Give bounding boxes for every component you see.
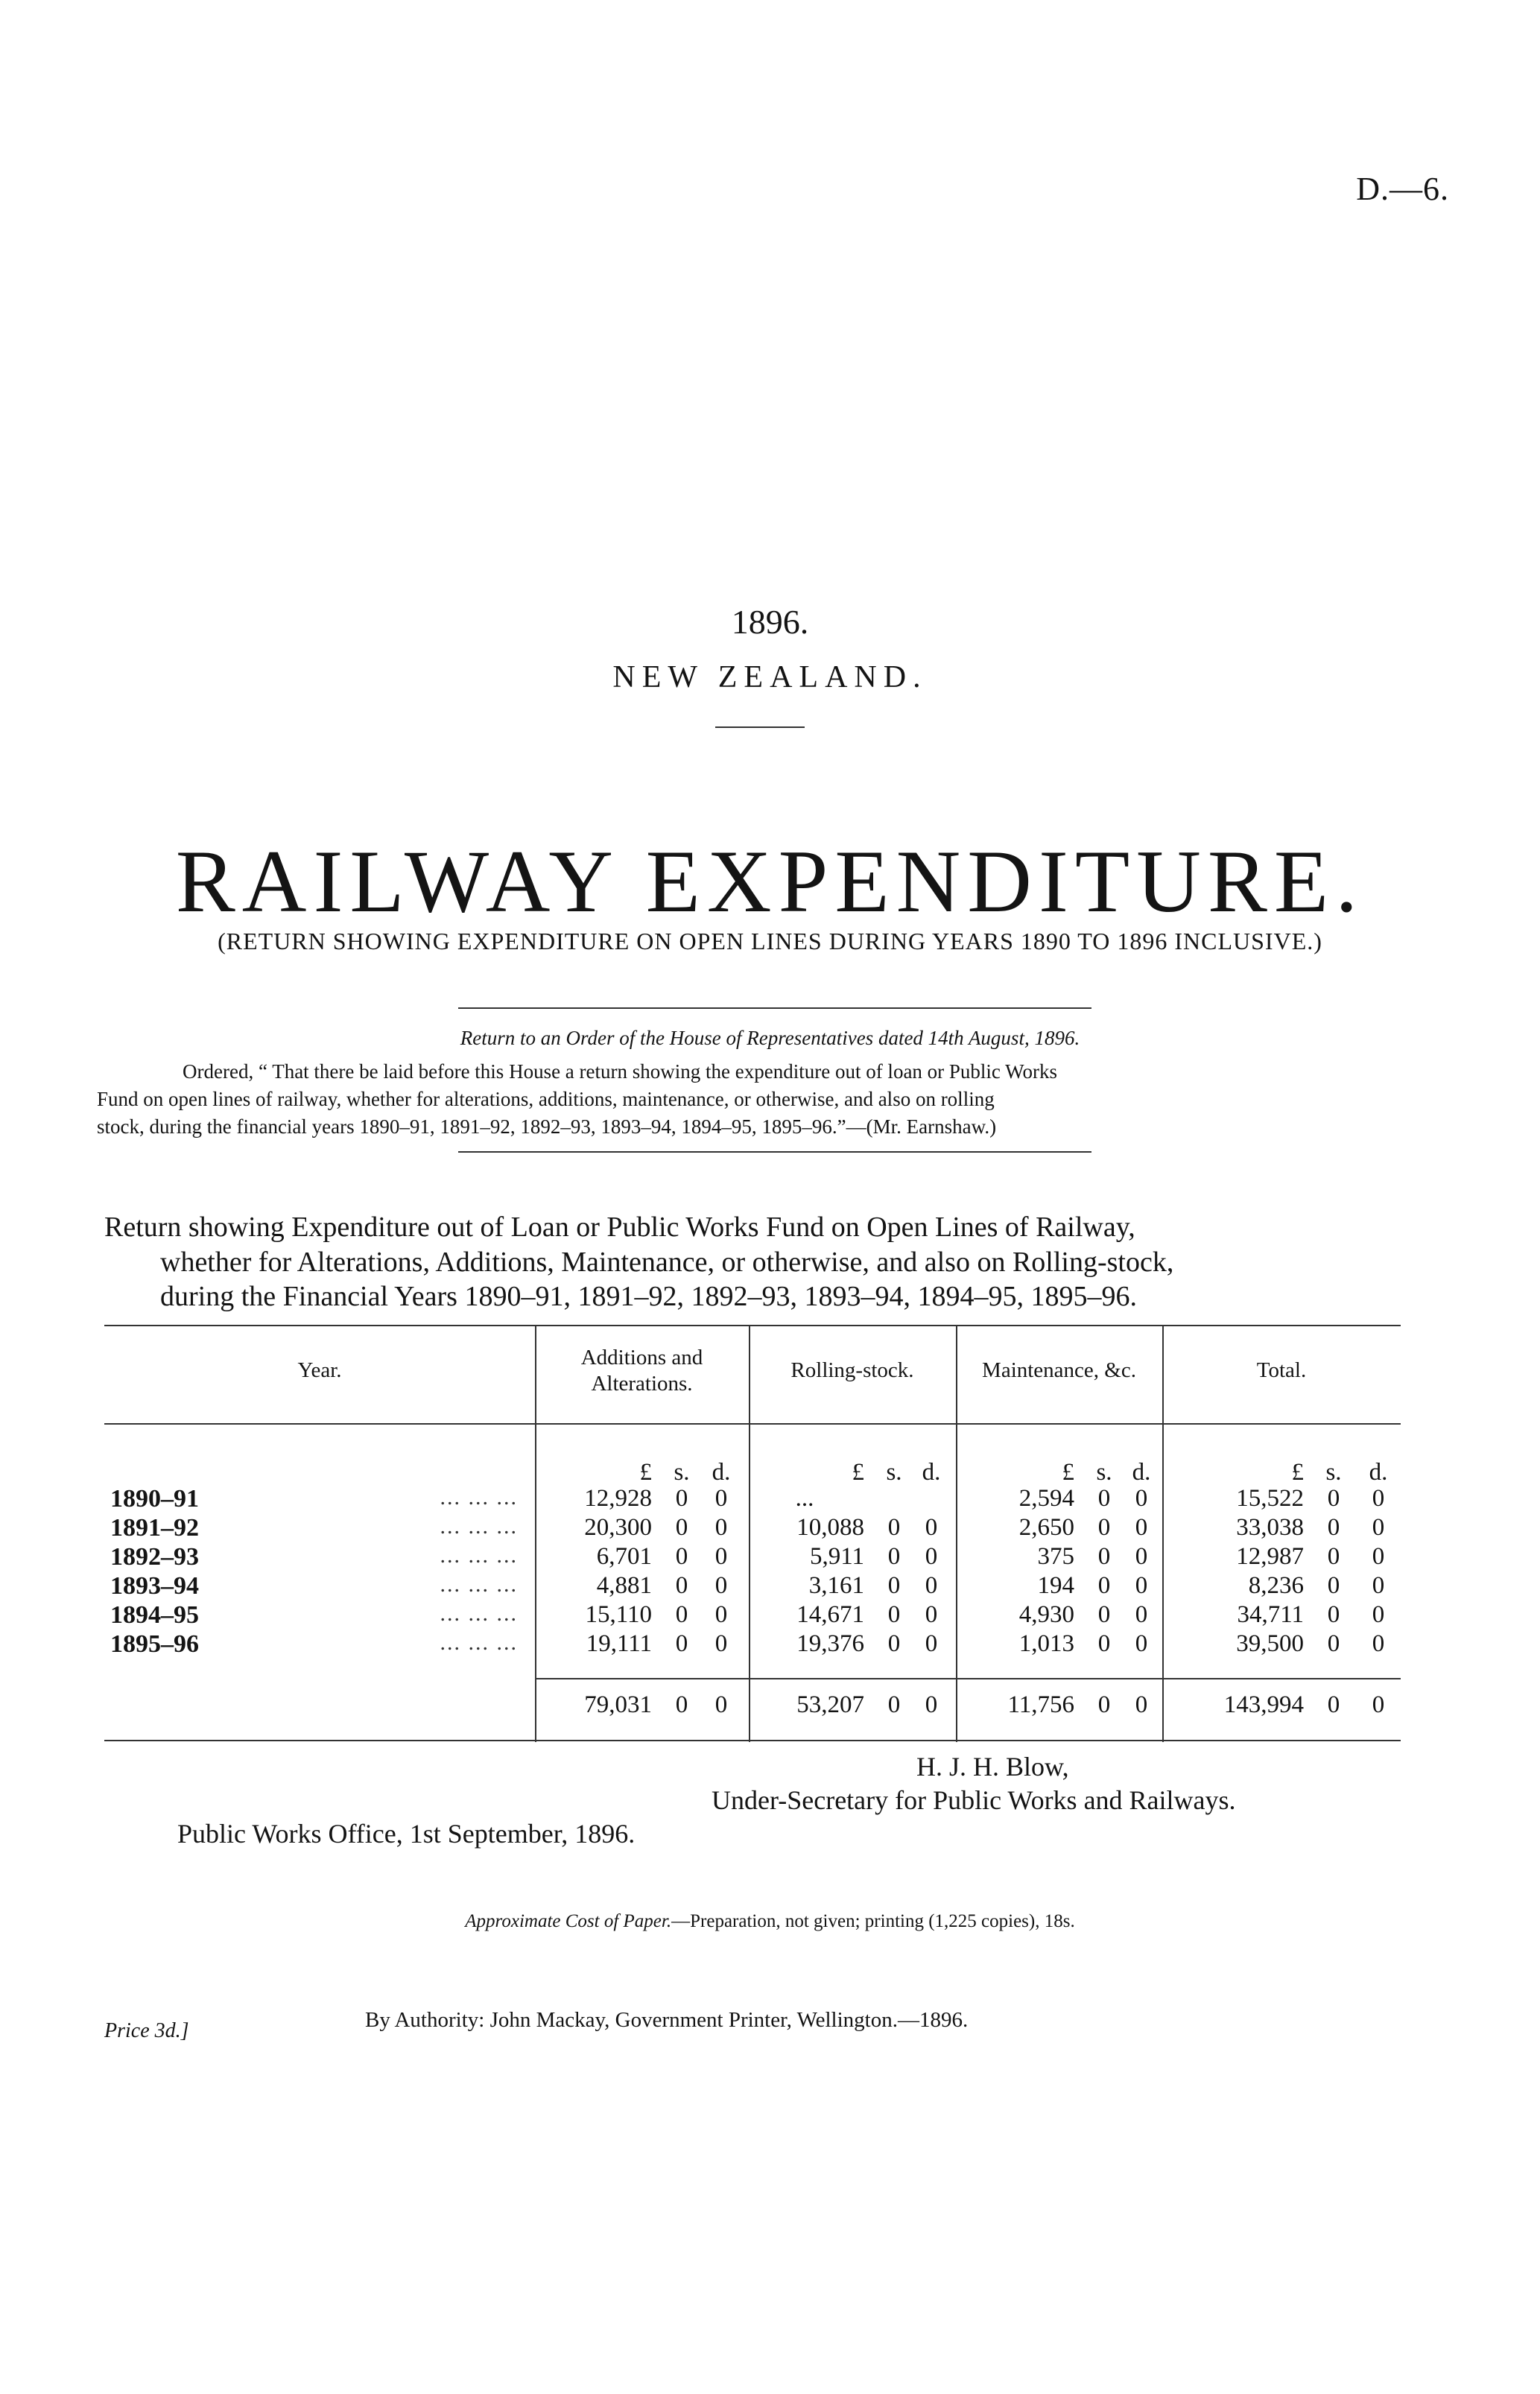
header-additions-line-2: Alterations. (591, 1372, 693, 1396)
place-date: Public Works Office, 1st September, 1896. (177, 1819, 636, 1849)
row-total-pence: 0 (1372, 1630, 1385, 1657)
unit-shillings: s. (674, 1459, 690, 1486)
row-roll-pence: 0 (925, 1630, 938, 1657)
unit-shillings: s. (1325, 1459, 1342, 1486)
row-add-shillings: 0 (675, 1485, 688, 1512)
row-roll-pence: 0 (925, 1543, 938, 1570)
row-total-pounds: 34,711 (1237, 1601, 1304, 1628)
order-heading: Return to an Order of the House of Representatives dated 14th August, 1896. (460, 1027, 1080, 1049)
row-roll-shillings: 0 (887, 1601, 901, 1628)
cost-of-paper (0, 1911, 1540, 1932)
row-roll-pounds: ... (795, 1485, 814, 1512)
document-subtitle: (RETURN SHOWING EXPENDITURE ON OPEN LINES DURING YEARS 1890 TO 1896 INCLUSIVE.) (218, 928, 1322, 954)
row-total-shillings: 0 (1327, 1630, 1340, 1657)
row-total-shillings: 0 (1327, 1601, 1340, 1628)
total-add-shillings: 0 (675, 1691, 688, 1718)
total-add-pounds: 79,031 (584, 1691, 652, 1718)
row-total-pence: 0 (1372, 1601, 1385, 1628)
unit-pound: £ (852, 1459, 864, 1486)
total-total-pence: 0 (1372, 1691, 1385, 1718)
row-year: 1890–91 (110, 1485, 199, 1513)
page-reference: D.—6. (1356, 171, 1449, 207)
row-maint-pence: 0 (1135, 1485, 1148, 1512)
divider-short (715, 726, 805, 728)
row-maint-pounds: 2,650 (1018, 1514, 1074, 1541)
row-total-pounds: 39,500 (1236, 1630, 1304, 1657)
row-roll-shillings: 0 (887, 1514, 901, 1541)
row-total-shillings: 0 (1327, 1543, 1340, 1570)
row-maint-shillings: 0 (1097, 1601, 1111, 1628)
row-dots: ... ... ... (440, 1630, 518, 1655)
row-maint-pounds: 375 (1037, 1543, 1074, 1570)
row-maint-pence: 0 (1135, 1630, 1148, 1657)
unit-pound: £ (1062, 1459, 1074, 1486)
row-total-pounds: 33,038 (1236, 1514, 1304, 1541)
order-text-line-2: Fund on open lines of railway, whether for alterations, additions, maintenance, or otherwise, and also on rolling (97, 1088, 995, 1110)
total-maint-pounds: 11,756 (1007, 1691, 1074, 1718)
unit-shillings: s. (1096, 1459, 1112, 1486)
row-roll-shillings: 0 (887, 1630, 901, 1657)
row-year: 1893–94 (110, 1572, 199, 1600)
column-divider-4 (1162, 1325, 1164, 1742)
row-roll-pounds: 14,671 (796, 1601, 864, 1628)
row-add-pence: 0 (714, 1601, 728, 1628)
document-year: 1896. (731, 603, 809, 641)
row-dots: ... ... ... (440, 1572, 518, 1597)
signatory-office: Under-Secretary for Public Works and Railways. (712, 1785, 1236, 1815)
row-roll-pence: 0 (925, 1514, 938, 1541)
header-total: Total. (1256, 1358, 1307, 1382)
total-roll-shillings: 0 (887, 1691, 901, 1718)
row-add-shillings: 0 (675, 1543, 688, 1570)
row-dots: ... ... ... (440, 1514, 518, 1539)
total-roll-pounds: 53,207 (796, 1691, 864, 1718)
order-text-line-1: Ordered, “ That there be laid before this House a return showing the expenditure out of loan or Public Works (183, 1060, 1057, 1083)
row-maint-pence: 0 (1135, 1543, 1148, 1570)
divider-order-top (458, 1007, 1091, 1009)
return-heading-line-3: during the Financial Years 1890–91, 1891–92, 1892–93, 1893–94, 1894–95, 1895–96. (160, 1281, 1137, 1312)
row-add-pounds: 20,300 (584, 1514, 652, 1541)
row-dots: ... ... ... (440, 1485, 518, 1510)
table-top-rule (104, 1325, 1401, 1326)
country-name: NEW ZEALAND. (612, 660, 928, 694)
row-total-pounds: 8,236 (1248, 1572, 1304, 1599)
header-rolling-stock: Rolling-stock. (790, 1358, 914, 1382)
row-year: 1891–92 (110, 1514, 199, 1542)
row-maint-pence: 0 (1135, 1601, 1148, 1628)
signatory-name: H. J. H. Blow, (916, 1752, 1069, 1782)
row-maint-shillings: 0 (1097, 1630, 1111, 1657)
row-maint-pence: 0 (1135, 1572, 1148, 1599)
printer-imprint: By Authority: John Mackay, Government Printer, Wellington.—1896. (365, 2008, 969, 2032)
row-roll-shillings: 0 (887, 1572, 901, 1599)
return-heading-line-2: whether for Alterations, Additions, Maintenance, or otherwise, and also on Rolling-stock, (160, 1247, 1174, 1278)
row-add-shillings: 0 (675, 1630, 688, 1657)
unit-pound: £ (1291, 1459, 1304, 1486)
header-additions-line-1: Additions and (580, 1346, 703, 1369)
order-text-line-3: stock, during the financial years 1890–91, 1891–92, 1892–93, 1893–94, 1894–95, 1895–96.”—(Mr. Earnshaw.) (97, 1115, 997, 1138)
row-total-pence: 0 (1372, 1572, 1385, 1599)
row-total-pounds: 15,522 (1236, 1485, 1304, 1512)
row-maint-shillings: 0 (1097, 1514, 1111, 1541)
header-maintenance: Maintenance, &c. (982, 1358, 1136, 1382)
row-maint-shillings: 0 (1097, 1485, 1111, 1512)
row-add-pounds: 19,111 (586, 1630, 652, 1657)
row-add-pence: 0 (714, 1630, 728, 1657)
total-total-shillings: 0 (1327, 1691, 1340, 1718)
row-add-pounds: 4,881 (596, 1572, 652, 1599)
row-dots: ... ... ... (440, 1601, 518, 1626)
row-add-pence: 0 (714, 1514, 728, 1541)
row-add-pounds: 15,110 (585, 1601, 652, 1628)
row-year: 1892–93 (110, 1543, 199, 1571)
total-total-pounds: 143,994 (1223, 1691, 1304, 1718)
row-maint-pounds: 1,013 (1018, 1630, 1074, 1657)
row-add-shillings: 0 (675, 1572, 688, 1599)
total-maint-shillings: 0 (1097, 1691, 1111, 1718)
unit-pound: £ (639, 1459, 652, 1486)
row-year: 1894–95 (110, 1601, 199, 1629)
row-add-pence: 0 (714, 1572, 728, 1599)
total-maint-pence: 0 (1135, 1691, 1148, 1718)
total-roll-pence: 0 (925, 1691, 938, 1718)
cost-text: —Preparation, not given; printing (1,225 copies), 18s. (671, 1911, 1075, 1931)
row-roll-pounds: 5,911 (809, 1543, 864, 1570)
row-roll-pence: 0 (925, 1572, 938, 1599)
unit-pence: d. (1369, 1459, 1388, 1486)
divider-order-bottom (458, 1151, 1091, 1153)
row-total-pence: 0 (1372, 1543, 1385, 1570)
row-add-shillings: 0 (675, 1514, 688, 1541)
row-maint-shillings: 0 (1097, 1543, 1111, 1570)
price: Price 3d.] (104, 2019, 189, 2042)
row-maint-shillings: 0 (1097, 1572, 1111, 1599)
row-maint-pounds: 194 (1037, 1572, 1074, 1599)
row-year: 1895–96 (110, 1630, 199, 1658)
row-maint-pounds: 2,594 (1018, 1485, 1074, 1512)
row-total-shillings: 0 (1327, 1514, 1340, 1541)
row-roll-pounds: 19,376 (796, 1630, 864, 1657)
row-add-pounds: 12,928 (584, 1485, 652, 1512)
row-roll-pounds: 10,088 (796, 1514, 864, 1541)
row-roll-pence: 0 (925, 1601, 938, 1628)
row-total-shillings: 0 (1327, 1485, 1340, 1512)
row-add-pounds: 6,701 (596, 1543, 652, 1570)
row-dots: ... ... ... (440, 1543, 518, 1568)
row-total-pence: 0 (1372, 1485, 1385, 1512)
row-maint-pounds: 4,930 (1018, 1601, 1074, 1628)
table-header-rule (104, 1423, 1401, 1425)
totals-rule (535, 1678, 1401, 1679)
unit-shillings: s. (886, 1459, 902, 1486)
unit-pence: d. (922, 1459, 941, 1486)
row-add-pence: 0 (714, 1543, 728, 1570)
unit-pence: d. (1132, 1459, 1151, 1486)
table-bottom-rule (104, 1740, 1401, 1741)
header-year: Year. (297, 1358, 342, 1382)
row-roll-shillings: 0 (887, 1543, 901, 1570)
row-add-pence: 0 (714, 1485, 728, 1512)
row-total-pence: 0 (1372, 1514, 1385, 1541)
cost-label: Approximate Cost of Paper. (465, 1911, 672, 1931)
row-add-shillings: 0 (675, 1601, 688, 1628)
document-title: RAILWAY EXPENDITURE. (175, 832, 1365, 931)
total-add-pence: 0 (714, 1691, 728, 1718)
row-maint-pence: 0 (1135, 1514, 1148, 1541)
row-total-pounds: 12,987 (1236, 1543, 1304, 1570)
row-total-shillings: 0 (1327, 1572, 1340, 1599)
return-heading-line-1: Return showing Expenditure out of Loan or Public Works Fund on Open Lines of Railway, (104, 1212, 1135, 1243)
unit-pence: d. (712, 1459, 731, 1486)
row-roll-pounds: 3,161 (808, 1572, 864, 1599)
